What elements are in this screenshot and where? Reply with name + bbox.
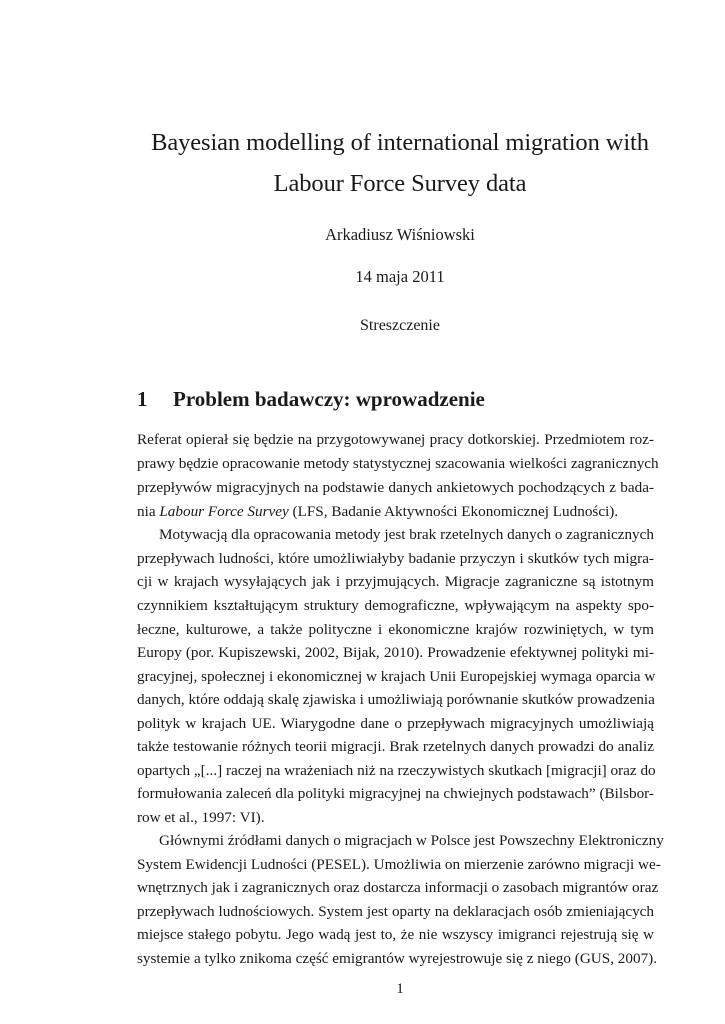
paragraph-2-line: łeczne, kulturowe, a także polityczne i ekonomiczne krajów rozwiniętych, w tym <box>137 621 654 638</box>
paragraph-2-line: Motywacją dla opracowania metody jest brak rzetelnych danych o zagranicznych <box>159 526 654 543</box>
paragraph-3-line: przepływach ludnościowych. System jest oparty na deklaracjach osób zmieniających <box>137 903 654 920</box>
paragraph-1-last-prefix: nia <box>137 503 160 520</box>
paragraph-1-line: prawy będzie opracowanie metody statystycznej szacowania wielkości zagranicznych <box>137 455 659 472</box>
survey-name-italic: Labour Force Survey <box>159 503 289 520</box>
author-name: Arkadiusz Wiśniowski <box>325 225 475 244</box>
paragraph-3-line: miejsce stałego pobytu. Jego wadą jest to, że nie wszyscy imigranci rejestrują się w <box>137 926 654 943</box>
paper-date: 14 maja 2011 <box>355 267 445 286</box>
paragraph-2-line: Europy (por. Kupiszewski, 2002, Bijak, 2010). Prowadzenie efektywnej polityki mi- <box>137 644 654 661</box>
page-number: 1 <box>396 981 404 997</box>
paper-title-line-1: Bayesian modelling of international migration with <box>151 129 649 156</box>
paragraph-2-line: czynnikiem kształtującym struktury demograficzne, wpływającym na aspekty spo- <box>137 597 654 614</box>
section-heading <box>137 389 485 410</box>
paragraph-2-last-line: row et al., 1997: VI). <box>137 809 265 826</box>
paragraph-2-line: także testowanie różnych teorii migracji. Brak rzetelnych danych prowadzi do analiz <box>137 738 654 755</box>
paragraph-1-last-suffix: (LFS, Badanie Aktywności Ekonomicznej Ludności). <box>288 503 619 520</box>
paragraph-1-line: Referat opierał się będzie na przygotowywanej pracy dotkorskiej. Przedmiotem roz- <box>137 431 654 448</box>
paragraph-2-line: gracyjnej, społecznej i ekonomicznej w krajach Unii Europejskiej wymaga oparcia w <box>137 668 656 685</box>
paragraph-1-last-line <box>137 504 654 519</box>
paragraph-3-line: wnętrznych jak i zagranicznych oraz dostarcza informacji o zasobach migrantów oraz <box>137 879 659 896</box>
paragraph-2-line: opartych „[...] raczej na wrażeniach niż na rzeczywistych skutkach [migracji] oraz do <box>137 762 656 779</box>
paragraph-3-line: System Ewidencji Ludności (PESEL). Umożliwia on mierzenie zarówno migracji we- <box>137 856 661 873</box>
abstract-heading: Streszczenie <box>360 317 440 334</box>
paragraph-2-line: cji w krajach wysyłających jak i przyjmujących. Migracje zagraniczne są istotnym <box>137 573 654 590</box>
section-number: 1 <box>137 387 148 411</box>
paragraph-3-line: Głównymi źródłami danych o migracjach w Polsce jest Powszechny Elektroniczny <box>159 832 664 849</box>
paragraph-3-line: systemie a tylko znikoma część emigrantów wyrejestrowuje się z niego (GUS, 2007). <box>137 950 658 967</box>
paragraph-2-line: danych, które oddają skalę zjawiska i umożliwiają porównanie skutków prowadzenia <box>137 691 655 708</box>
section-title: Problem badawczy: wprowadzenie <box>173 387 485 411</box>
paragraph-1-line: przepływów migracyjnych na podstawie danych ankietowych pochodzących z bada- <box>137 479 654 496</box>
paragraph-2-line: polityk w krajach UE. Wiarygodne dane o przepływach migracyjnych umożliwiają <box>137 715 654 732</box>
paper-title-line-2: Labour Force Survey data <box>273 170 527 197</box>
paragraph-2-line: przepływach ludności, które umożliwiałyby badanie przyczyn i skutków tych migra- <box>137 550 654 567</box>
paragraph-2-line: formułowania zaleceń dla polityki migracyjnej na chwiejnych podstawach” (Bilsbor- <box>137 785 654 802</box>
